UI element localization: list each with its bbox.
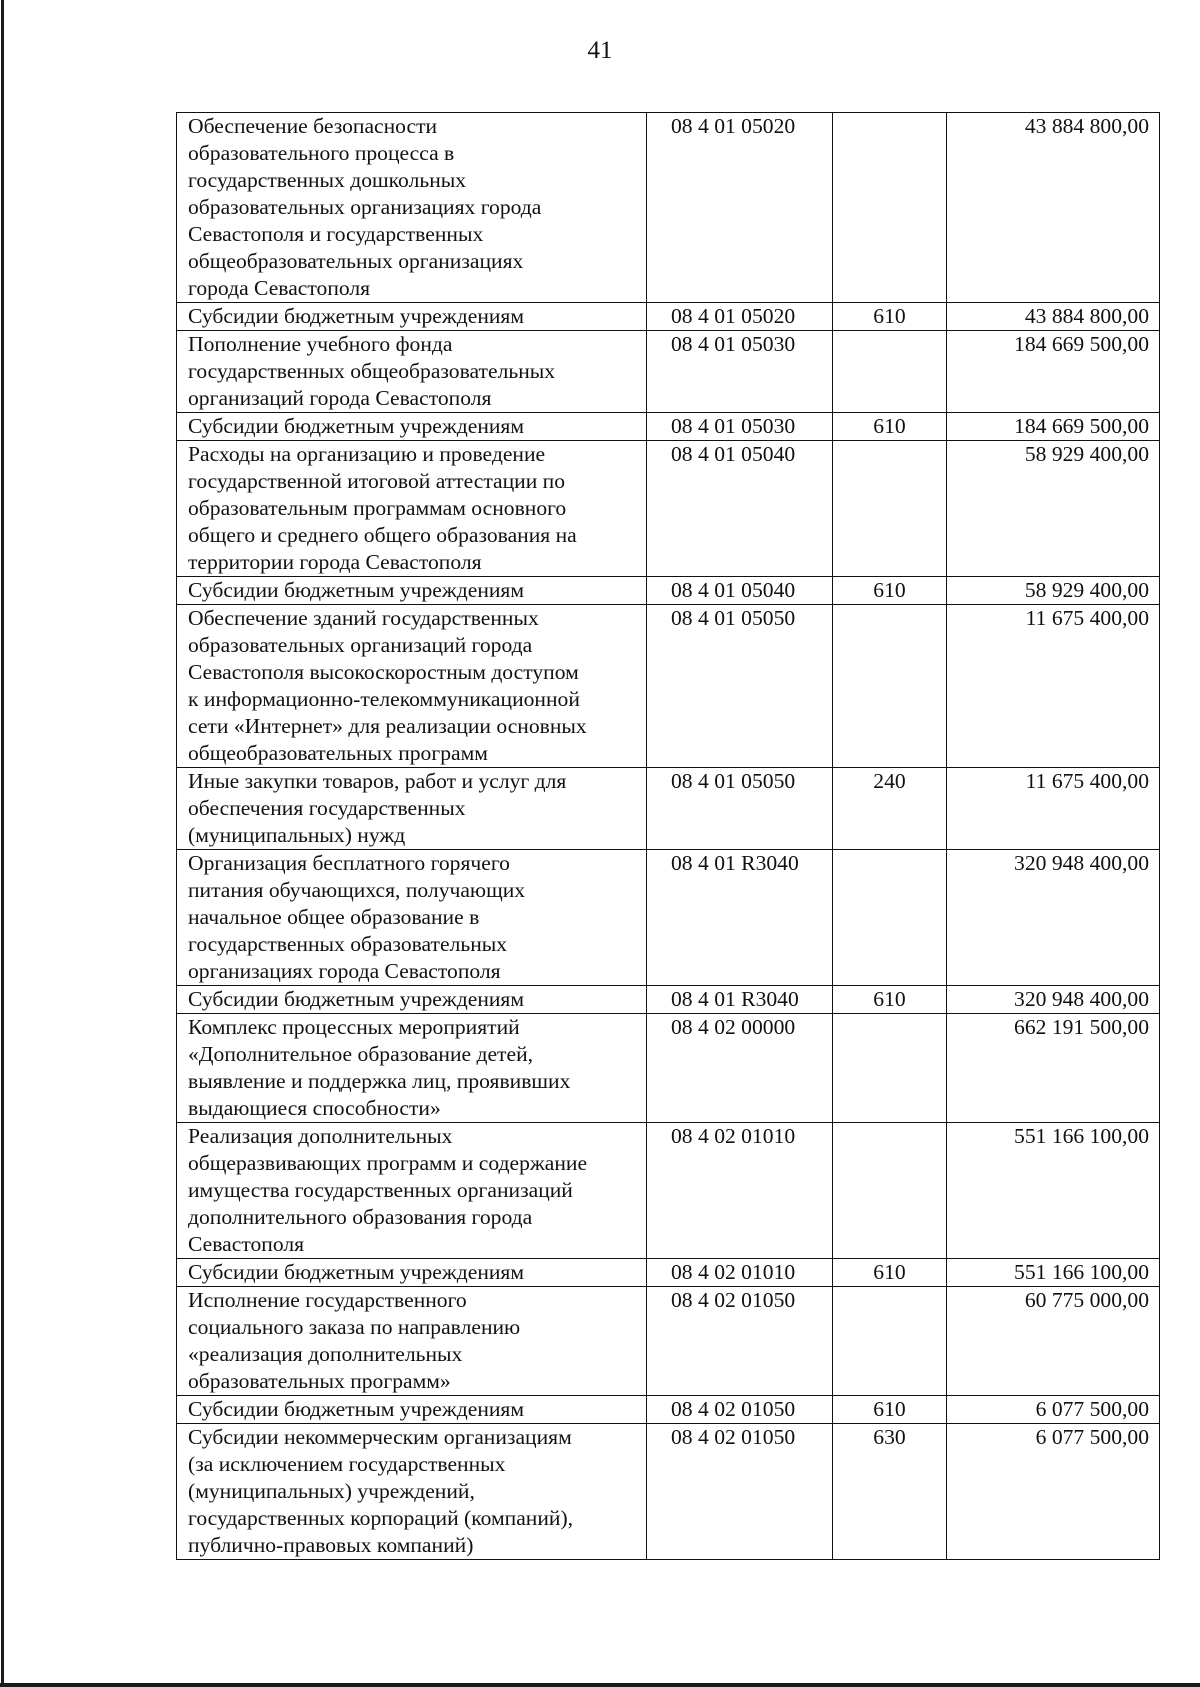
expense-name-line: образовательного процесса в — [188, 141, 455, 165]
expense-name-cell — [177, 1287, 647, 1396]
expense-name-line: Исполнение государственного — [188, 1288, 467, 1312]
table-row — [177, 1123, 1160, 1259]
expense-name-line: дополнительного образования города — [188, 1205, 533, 1229]
table-body — [177, 113, 1160, 1560]
expense-name-line: Севастополя и государственных — [188, 222, 484, 246]
expense-name-line: (муниципальных) нужд — [188, 823, 406, 847]
target-article-code-cell: 08 4 01 R3040 — [647, 986, 833, 1014]
expense-name-line: Севастополя высокоскоростным доступом — [188, 660, 579, 684]
target-article-code-cell: 08 4 01 05030 — [647, 413, 833, 441]
expense-name-line: Субсидии бюджетным учреждениям — [188, 1260, 525, 1284]
table-row — [177, 113, 1160, 303]
expense-name-line: Иные закупки товаров, работ и услуг для — [188, 769, 567, 793]
expense-name-cell — [177, 331, 647, 413]
expense-name-line: Организация бесплатного горячего — [188, 851, 510, 875]
expense-name-line: публично-правовых компаний) — [188, 1533, 474, 1557]
amount-cell: 58 929 400,00 — [947, 577, 1160, 605]
table-row — [177, 441, 1160, 577]
expense-name-line: образовательных организаций города — [188, 633, 533, 657]
expense-name-line: общеобразовательных программ — [188, 741, 488, 765]
expense-name-line: Субсидии бюджетным учреждениям — [188, 1397, 525, 1421]
amount-cell: 11 675 400,00 — [947, 768, 1160, 850]
expense-name-line: образовательных организациях города — [188, 195, 542, 219]
expense-name-line: государственных общеобразовательных — [188, 359, 556, 383]
expense-name-line: государственных дошкольных — [188, 168, 467, 192]
expense-name-line: города Севастополя — [188, 276, 371, 300]
amount-cell: 43 884 800,00 — [947, 303, 1160, 331]
target-article-code-cell: 08 4 01 05020 — [647, 113, 833, 303]
expense-name-cell — [177, 1123, 647, 1259]
expense-name-line: (муниципальных) учреждений, — [188, 1479, 475, 1503]
expense-type-cell: 610 — [833, 986, 947, 1014]
expense-name-line: Пополнение учебного фонда — [188, 332, 453, 356]
expense-name-cell — [177, 986, 647, 1014]
target-article-code-cell: 08 4 02 01010 — [647, 1259, 833, 1287]
expense-name-line: (за исключением государственных — [188, 1452, 506, 1476]
table-row — [177, 1259, 1160, 1287]
expense-name-line: государственных образовательных — [188, 932, 508, 956]
amount-cell: 662 191 500,00 — [947, 1014, 1160, 1123]
budget-allocation-table — [176, 112, 1160, 1560]
table-row — [177, 331, 1160, 413]
page-number: 41 — [587, 37, 613, 64]
table-row — [177, 303, 1160, 331]
expense-name-line: выявление и поддержка лиц, проявивших — [188, 1069, 571, 1093]
amount-cell: 320 948 400,00 — [947, 850, 1160, 986]
expense-name-line: общеобразовательных организациях — [188, 249, 524, 273]
expense-name-cell — [177, 768, 647, 850]
expense-name-cell — [177, 577, 647, 605]
expense-name-cell — [177, 1014, 647, 1123]
amount-cell: 184 669 500,00 — [947, 331, 1160, 413]
expense-type-cell: 610 — [833, 1396, 947, 1424]
target-article-code-cell: 08 4 01 05040 — [647, 577, 833, 605]
target-article-code-cell: 08 4 01 R3040 — [647, 850, 833, 986]
expense-type-cell — [833, 1287, 947, 1396]
expense-name-line: Комплекс процессных мероприятий — [188, 1015, 520, 1039]
expense-type-cell: 610 — [833, 1259, 947, 1287]
expense-type-cell — [833, 1014, 947, 1123]
amount-cell: 43 884 800,00 — [947, 113, 1160, 303]
table-row — [177, 1396, 1160, 1424]
amount-cell: 58 929 400,00 — [947, 441, 1160, 577]
table-row — [177, 986, 1160, 1014]
expense-name-line: «Дополнительное образование детей, — [188, 1042, 534, 1066]
expense-name-line: Субсидии некоммерческим организациям — [188, 1425, 572, 1449]
target-article-code-cell: 08 4 02 01050 — [647, 1424, 833, 1560]
expense-type-cell — [833, 113, 947, 303]
expense-type-cell — [833, 850, 947, 986]
expense-name-line: Обеспечение безопасности — [188, 114, 438, 138]
table-row — [177, 768, 1160, 850]
expense-name-cell — [177, 413, 647, 441]
expense-name-line: Расходы на организацию и проведение — [188, 442, 546, 466]
expense-name-line: питания обучающихся, получающих — [188, 878, 526, 902]
expense-name-line: социального заказа по направлению — [188, 1315, 521, 1339]
target-article-code-cell: 08 4 01 05040 — [647, 441, 833, 577]
expense-name-cell — [177, 441, 647, 577]
expense-type-cell: 610 — [833, 413, 947, 441]
target-article-code-cell: 08 4 02 01050 — [647, 1396, 833, 1424]
table-row — [177, 577, 1160, 605]
expense-name-line: Реализация дополнительных — [188, 1124, 453, 1148]
expense-name-line: Субсидии бюджетным учреждениям — [188, 304, 525, 328]
expense-type-cell — [833, 331, 947, 413]
amount-cell: 184 669 500,00 — [947, 413, 1160, 441]
amount-cell: 6 077 500,00 — [947, 1396, 1160, 1424]
expense-name-line: образовательным программам основного — [188, 496, 567, 520]
target-article-code-cell: 08 4 01 05030 — [647, 331, 833, 413]
amount-cell: 11 675 400,00 — [947, 605, 1160, 768]
expense-name-line: образовательных программ» — [188, 1369, 451, 1393]
scan-border-left — [1, 0, 4, 1687]
expense-name-cell — [177, 303, 647, 331]
expense-name-line: Субсидии бюджетным учреждениям — [188, 578, 525, 602]
expense-name-line: имущества государственных организаций — [188, 1178, 573, 1202]
expense-name-line: обеспечения государственных — [188, 796, 466, 820]
expense-type-cell: 610 — [833, 303, 947, 331]
expense-type-cell: 630 — [833, 1424, 947, 1560]
table-row — [177, 1014, 1160, 1123]
expense-name-line: Обеспечение зданий государственных — [188, 606, 539, 630]
expense-type-cell — [833, 1123, 947, 1259]
target-article-code-cell: 08 4 02 01010 — [647, 1123, 833, 1259]
expense-name-cell — [177, 605, 647, 768]
expense-type-cell: 240 — [833, 768, 947, 850]
expense-type-cell — [833, 605, 947, 768]
table-row — [177, 413, 1160, 441]
expense-type-cell — [833, 441, 947, 577]
target-article-code-cell: 08 4 02 01050 — [647, 1287, 833, 1396]
expense-name-line: организаций города Севастополя — [188, 386, 492, 410]
expense-name-line: Субсидии бюджетным учреждениям — [188, 414, 525, 438]
target-article-code-cell: 08 4 01 05050 — [647, 605, 833, 768]
amount-cell: 320 948 400,00 — [947, 986, 1160, 1014]
target-article-code-cell: 08 4 01 05020 — [647, 303, 833, 331]
expense-name-cell — [177, 1259, 647, 1287]
target-article-code-cell: 08 4 01 05050 — [647, 768, 833, 850]
expense-name-line: к информационно-телекоммуникационной — [188, 687, 580, 711]
expense-name-line: Субсидии бюджетным учреждениям — [188, 987, 525, 1011]
expense-name-line: Севастополя — [188, 1232, 305, 1256]
amount-cell: 60 775 000,00 — [947, 1287, 1160, 1396]
expense-name-cell — [177, 850, 647, 986]
expense-name-line: общего и среднего общего образования на — [188, 523, 577, 547]
expense-name-line: государственной итоговой аттестации по — [188, 469, 566, 493]
amount-cell: 6 077 500,00 — [947, 1424, 1160, 1560]
expense-name-cell — [177, 113, 647, 303]
expense-name-line: государственных корпораций (компаний), — [188, 1506, 574, 1530]
expense-name-line: организациях города Севастополя — [188, 959, 501, 983]
expense-type-cell: 610 — [833, 577, 947, 605]
expense-name-line: территории города Севастополя — [188, 550, 482, 574]
table-row — [177, 850, 1160, 986]
amount-cell: 551 166 100,00 — [947, 1123, 1160, 1259]
expense-name-line: выдающиеся способности» — [188, 1096, 441, 1120]
scan-border-bottom — [0, 1683, 1200, 1687]
expense-name-line: сети «Интернет» для реализации основных — [188, 714, 587, 738]
table-row — [177, 1424, 1160, 1560]
amount-cell: 551 166 100,00 — [947, 1259, 1160, 1287]
expense-name-cell — [177, 1424, 647, 1560]
table-row — [177, 1287, 1160, 1396]
expense-name-line: общеразвивающих программ и содержание — [188, 1151, 588, 1175]
expense-name-cell — [177, 1396, 647, 1424]
expense-name-line: «реализация дополнительных — [188, 1342, 463, 1366]
table-row — [177, 605, 1160, 768]
target-article-code-cell: 08 4 02 00000 — [647, 1014, 833, 1123]
expense-name-line: начальное общее образование в — [188, 905, 480, 929]
